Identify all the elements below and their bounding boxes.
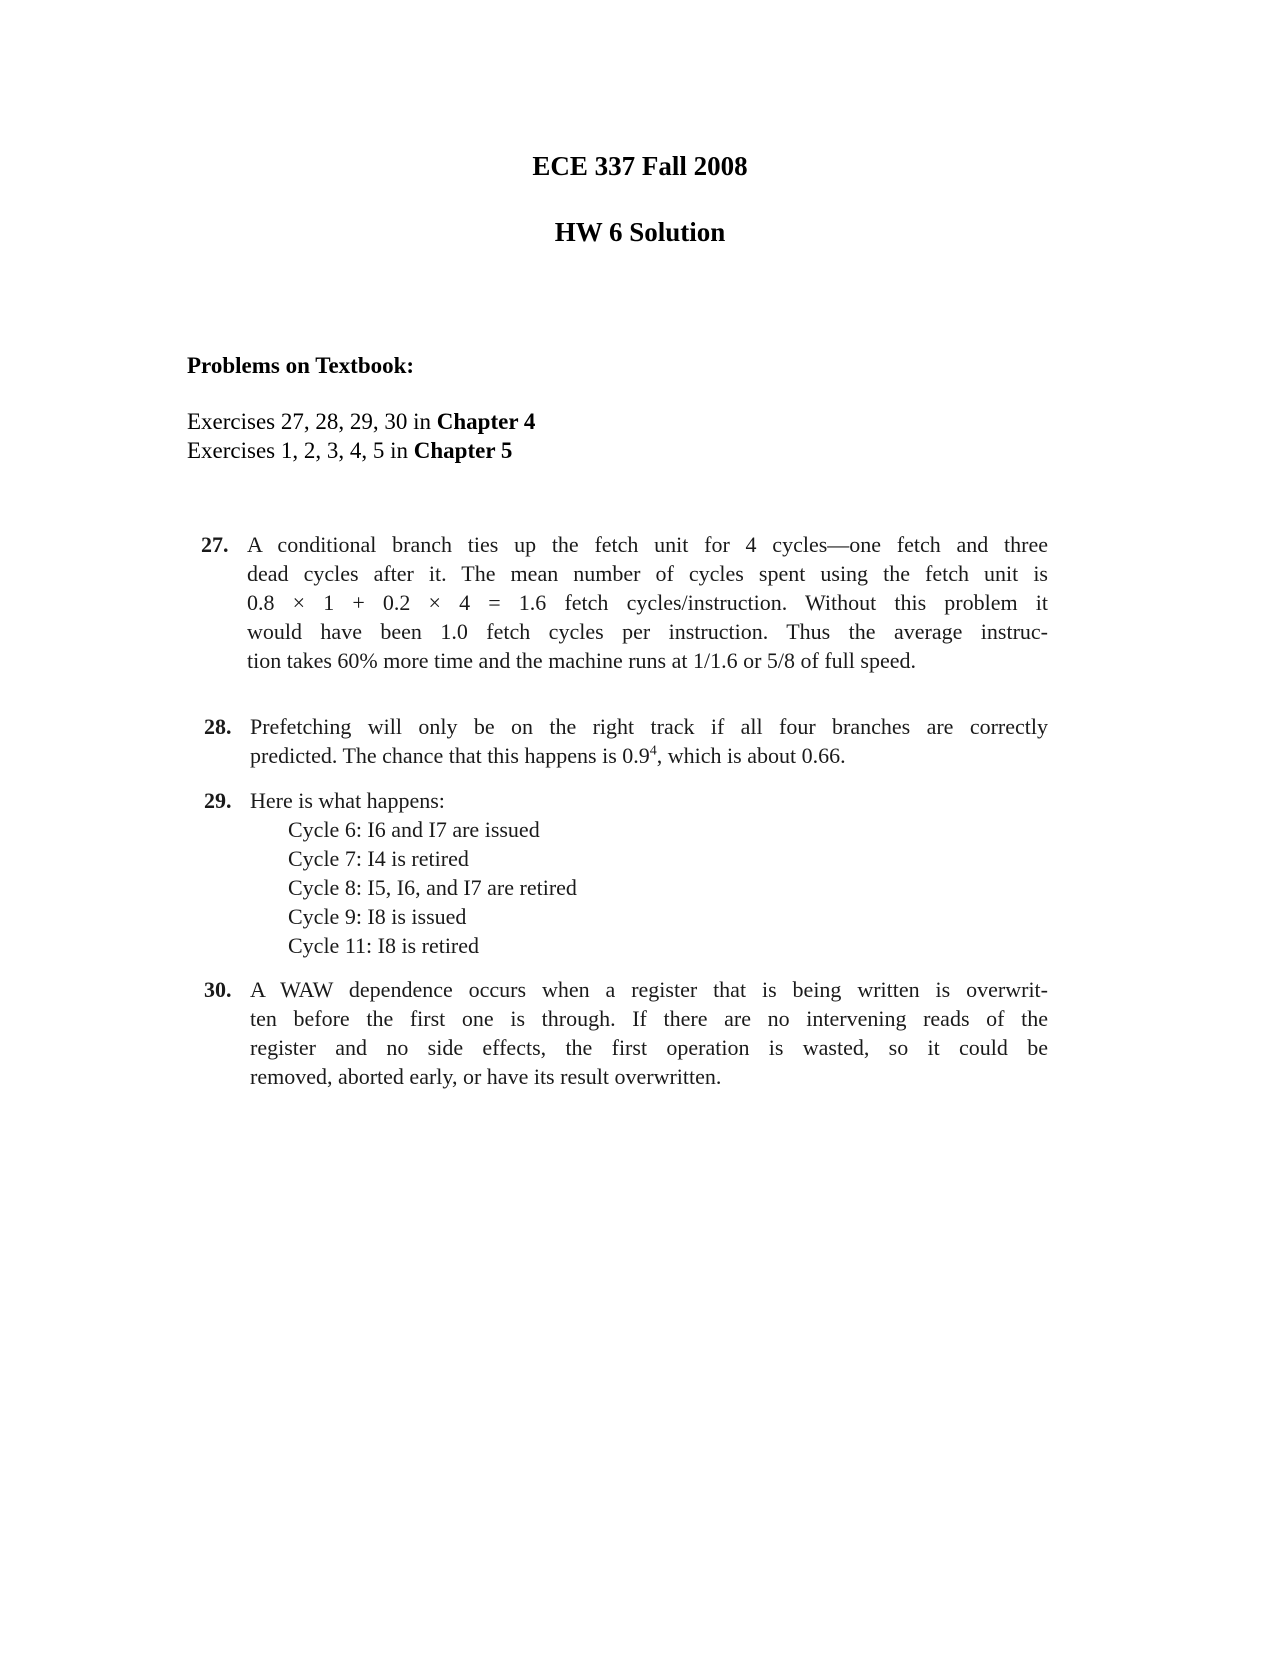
exercise-list-text: Exercises 27, 28, 29, 30 in <box>187 409 437 434</box>
exponent: 4 <box>649 743 657 759</box>
answer-line: would have been 1.0 fetch cycles per instruction. Thus the average instruc- <box>247 619 1048 644</box>
answer-number: 30. <box>204 977 232 1002</box>
answer-line: Prefetching will only be on the right track if all four branches are correctly <box>250 714 1048 739</box>
answer-body <box>250 975 1048 1091</box>
cycle-entry: Cycle 8: I5, I6, and I7 are retired <box>288 875 577 900</box>
answer-30 <box>204 975 1048 1095</box>
answer-line: register and no side effects, the first operation is wasted, so it could be <box>250 1035 1048 1060</box>
answer-line: A conditional branch ties up the fetch unit for 4 cycles—one fetch and three <box>247 532 1048 557</box>
cycle-entry: Cycle 11: I8 is retired <box>288 933 480 958</box>
answer-line: 0.8 × 1 + 0.2 × 4 = 1.6 fetch cycles/instruction. Without this problem it <box>247 590 1048 615</box>
answer-line: removed, aborted early, or have its result overwritten. <box>250 1064 722 1089</box>
answer-body <box>250 786 1048 960</box>
cycle-entry: Cycle 7: I4 is retired <box>288 846 469 871</box>
assignment-title: HW 6 Solution <box>554 217 726 247</box>
answer-number: 27. <box>201 532 229 557</box>
course-title: ECE 337 Fall 2008 <box>532 151 748 181</box>
cycle-entry: Cycle 6: I6 and I7 are issued <box>288 817 540 842</box>
answer-body <box>247 530 1048 675</box>
answer-intro: Here is what happens: <box>250 788 445 813</box>
answer-line: ten before the first one is through. If there are no intervening reads of the <box>250 1006 1048 1031</box>
chapter-label: Chapter 4 <box>436 409 536 434</box>
answer-line: tion takes 60% more time and the machine runs at 1/1.6 or 5/8 of full speed. <box>247 648 917 673</box>
answer-text: predicted. The chance that this happens is 0.9 <box>250 743 650 768</box>
exercise-list-chapter-5 <box>187 437 512 465</box>
answer-body <box>250 712 1048 770</box>
answer-number: 29. <box>204 788 232 813</box>
answer-line: A WAW dependence occurs when a register that is being written is overwrit- <box>250 977 1048 1002</box>
cycle-entry: Cycle 9: I8 is issued <box>288 904 467 929</box>
answer-line-with-exponent <box>250 741 1048 770</box>
exercise-list-text: Exercises 1, 2, 3, 4, 5 in <box>187 438 414 463</box>
exercise-list-chapter-4 <box>187 408 535 436</box>
answer-29 <box>204 786 1048 961</box>
problems-heading: Problems on Textbook: <box>187 353 415 378</box>
answer-27 <box>201 530 1048 680</box>
answer-number: 28. <box>204 714 232 739</box>
answer-text: , which is about 0.66. <box>656 743 846 768</box>
answer-28 <box>204 712 1048 774</box>
chapter-label: Chapter 5 <box>413 438 513 463</box>
answer-line: dead cycles after it. The mean number of cycles spent using the fetch unit is <box>247 561 1048 586</box>
